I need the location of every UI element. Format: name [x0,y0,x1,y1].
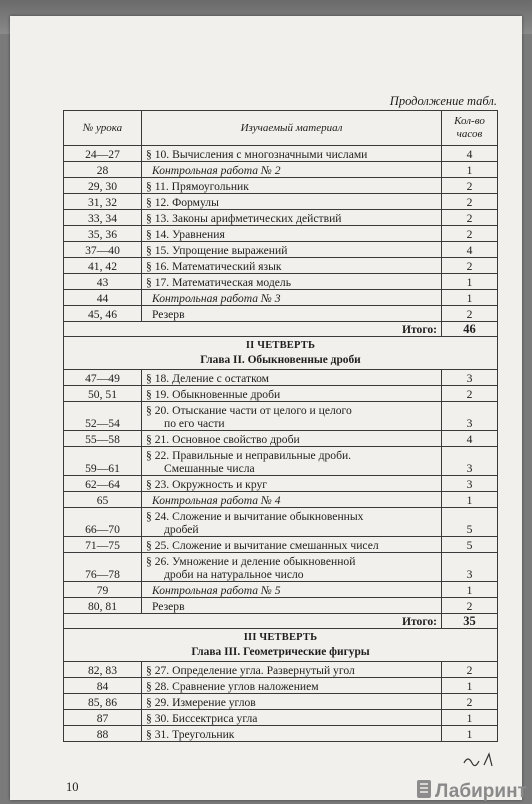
lesson-number: 84 [64,678,142,694]
table-row [64,162,498,178]
total-value: 46 [442,322,498,337]
topic-cell [142,492,442,508]
table-row [64,710,498,726]
lesson-number: 31, 32 [64,194,142,210]
section-header-row [64,337,498,370]
topic-text: § 22. Правильные и неправильные дроби. [146,449,352,462]
topic-text: § 10. Вычисления с многозначными числами [146,148,368,161]
hours-count: 2 [442,194,498,210]
hours-count: 2 [442,694,498,710]
hours-count: 1 [442,582,498,598]
lesson-number: 29, 30 [64,178,142,194]
topic-text: § 20. Отыскание части от целого и целого [146,404,352,417]
topic-cell [142,598,442,614]
hours-count: 1 [442,290,498,306]
hours-count: 2 [442,226,498,242]
topic-cell [142,726,442,742]
lesson-number: 80, 81 [64,598,142,614]
total-row [64,322,498,337]
hours-count: 2 [442,258,498,274]
table-row [64,694,498,710]
topic-cell [142,662,442,678]
hours-count: 1 [442,726,498,742]
topic-text: § 23. Окружность и круг [146,478,268,491]
hours-count: 3 [442,370,498,386]
hours-count: 1 [442,274,498,290]
topic-cell [142,274,442,290]
topic-cell [142,678,442,694]
topic-text-continued: по его части [164,417,225,430]
lesson-number: 71—75 [64,537,142,553]
topic-cell [142,537,442,553]
table-caption: Продолжение табл. [389,94,497,108]
topic-cell [142,553,442,582]
handwritten-mark [460,751,500,769]
topic-cell [142,306,442,322]
header-lesson-number: № урока [64,111,142,146]
lesson-number: 24—27 [64,146,142,162]
topic-cell [142,476,442,492]
topic-cell [142,242,442,258]
topic-text-continued: дробей [164,523,199,536]
topic-text: § 24. Сложение и вычитание обыкновенных [146,510,364,523]
header-topic: Изучаемый материал [142,111,442,146]
table-row [64,726,498,742]
table-row [64,370,498,386]
lesson-number: 45, 46 [64,306,142,322]
topic-text: § 13. Законы арифметических действий [146,212,342,225]
lesson-number: 79 [64,582,142,598]
topic-cell [142,582,442,598]
table-row [64,258,498,274]
lesson-number: 66—70 [64,508,142,537]
topic-text: § 28. Сравнение углов наложением [146,680,319,693]
topic-cell [142,370,442,386]
table-row [64,242,498,258]
topic-text: § 27. Определение угла. Развернутый угол [146,664,355,677]
hours-count: 5 [442,508,498,537]
topic-cell [142,258,442,274]
table-row [64,306,498,322]
topic-cell [142,194,442,210]
topic-text: § 11. Прямоугольник [146,180,249,193]
page-number: 10 [66,780,79,794]
lesson-number: 82, 83 [64,662,142,678]
hours-count: 5 [442,537,498,553]
topic-text: § 16. Математический язык [146,260,282,273]
table-row [64,537,498,553]
section-header-row [64,629,498,662]
topic-cell [142,431,442,447]
table-row [64,226,498,242]
topic-cell [142,162,442,178]
labirint-watermark-logo [415,772,530,804]
lesson-number: 76—78 [64,553,142,582]
table-row [64,476,498,492]
table-row [64,290,498,306]
topic-text: § 31. Треугольник [146,728,235,741]
table-row [64,492,498,508]
control-work-label: Контрольная работа № 5 [152,584,281,597]
lesson-number: 59—61 [64,447,142,476]
lesson-number: 87 [64,710,142,726]
topic-text-continued: дроби на натуральное число [164,568,304,581]
control-work-label: Контрольная работа № 4 [152,494,281,507]
lesson-number: 28 [64,162,142,178]
hours-count: 3 [442,447,498,476]
table-row [64,508,498,537]
hours-count: 3 [442,402,498,431]
hours-count: 2 [442,662,498,678]
hours-count: 2 [442,598,498,614]
total-label: Итого: [64,322,442,337]
topic-text: § 26. Умножение и деление обыкновенной [146,555,356,568]
lesson-number: 33, 34 [64,210,142,226]
topic-text-continued: Смешанные числа [164,462,255,475]
topic-cell [142,178,442,194]
topic-text: § 19. Обыкновенные дроби [146,388,281,401]
chapter-title: Глава II. Обыкновенные дроби [200,354,361,366]
quarter-title: III ЧЕТВЕРТЬ [243,632,318,643]
table-body [64,146,498,742]
chapter-title: Глава III. Геометрические фигуры [191,646,370,658]
table-row [64,274,498,290]
hours-count: 2 [442,178,498,194]
topic-cell [142,290,442,306]
total-value: 35 [442,614,498,629]
table-row [64,678,498,694]
control-work-label: Контрольная работа № 3 [152,292,281,305]
topic-text: § 18. Деление с остатком [146,372,270,385]
table-header-row [64,111,498,146]
lesson-number: 44 [64,290,142,306]
total-row [64,614,498,629]
hours-count: 4 [442,146,498,162]
lesson-number: 41, 42 [64,258,142,274]
topic-cell [142,710,442,726]
total-label: Итого: [64,614,442,629]
topic-cell [142,146,442,162]
table-row [64,210,498,226]
table-row [64,194,498,210]
table-row [64,553,498,582]
hours-count: 1 [442,492,498,508]
section-heading [64,629,498,662]
control-work-label: Контрольная работа № 2 [152,164,281,177]
lesson-number: 43 [64,274,142,290]
lesson-number: 47—49 [64,370,142,386]
hours-count: 2 [442,386,498,402]
lesson-plan-table [63,110,498,742]
table-row [64,178,498,194]
table-row [64,582,498,598]
topic-cell [142,447,442,476]
topic-text: § 29. Измерение углов [146,696,256,709]
topic-text: § 17. Математическая модель [146,276,291,289]
lesson-number: 50, 51 [64,386,142,402]
table-row [64,402,498,431]
document-page [10,16,527,802]
hours-count: 2 [442,306,498,322]
topic-text: § 15. Упрощение выражений [146,244,288,257]
hours-count: 1 [442,678,498,694]
topic-cell [142,508,442,537]
table-row [64,146,498,162]
table-row [64,386,498,402]
topic-text: § 14. Уравнения [146,228,225,241]
topic-text: § 25. Сложение и вычитание смешанных чисел [146,539,379,552]
hours-count: 3 [442,476,498,492]
lesson-number: 65 [64,492,142,508]
topic-cell [142,694,442,710]
hours-count: 1 [442,162,498,178]
topic-cell [142,226,442,242]
lesson-number: 37—40 [64,242,142,258]
lesson-number: 62—64 [64,476,142,492]
topic-cell [142,210,442,226]
table-row [64,662,498,678]
lesson-number: 35, 36 [64,226,142,242]
header-hours: Кол-во часов [442,111,498,146]
topic-cell [142,386,442,402]
section-heading [64,337,498,370]
lesson-number: 55—58 [64,431,142,447]
quarter-title: II ЧЕТВЕРТЬ [245,340,316,351]
reserve-label: Резерв [152,600,185,613]
hours-count: 1 [442,710,498,726]
lesson-number: 52—54 [64,402,142,431]
table-row [64,598,498,614]
table-row [64,447,498,476]
reserve-label: Резерв [152,308,185,321]
topic-text: § 30. Биссектриса угла [146,712,258,725]
topic-cell [142,402,442,431]
table-row [64,431,498,447]
lesson-number: 85, 86 [64,694,142,710]
topic-text: § 21. Основное свойство дроби [146,433,300,446]
hours-count: 4 [442,242,498,258]
hours-count: 2 [442,210,498,226]
topic-text: § 12. Формулы [146,196,219,209]
lesson-number: 88 [64,726,142,742]
hours-count: 3 [442,553,498,582]
hours-count: 4 [442,431,498,447]
watermark-text: Лабиринт [435,781,527,802]
